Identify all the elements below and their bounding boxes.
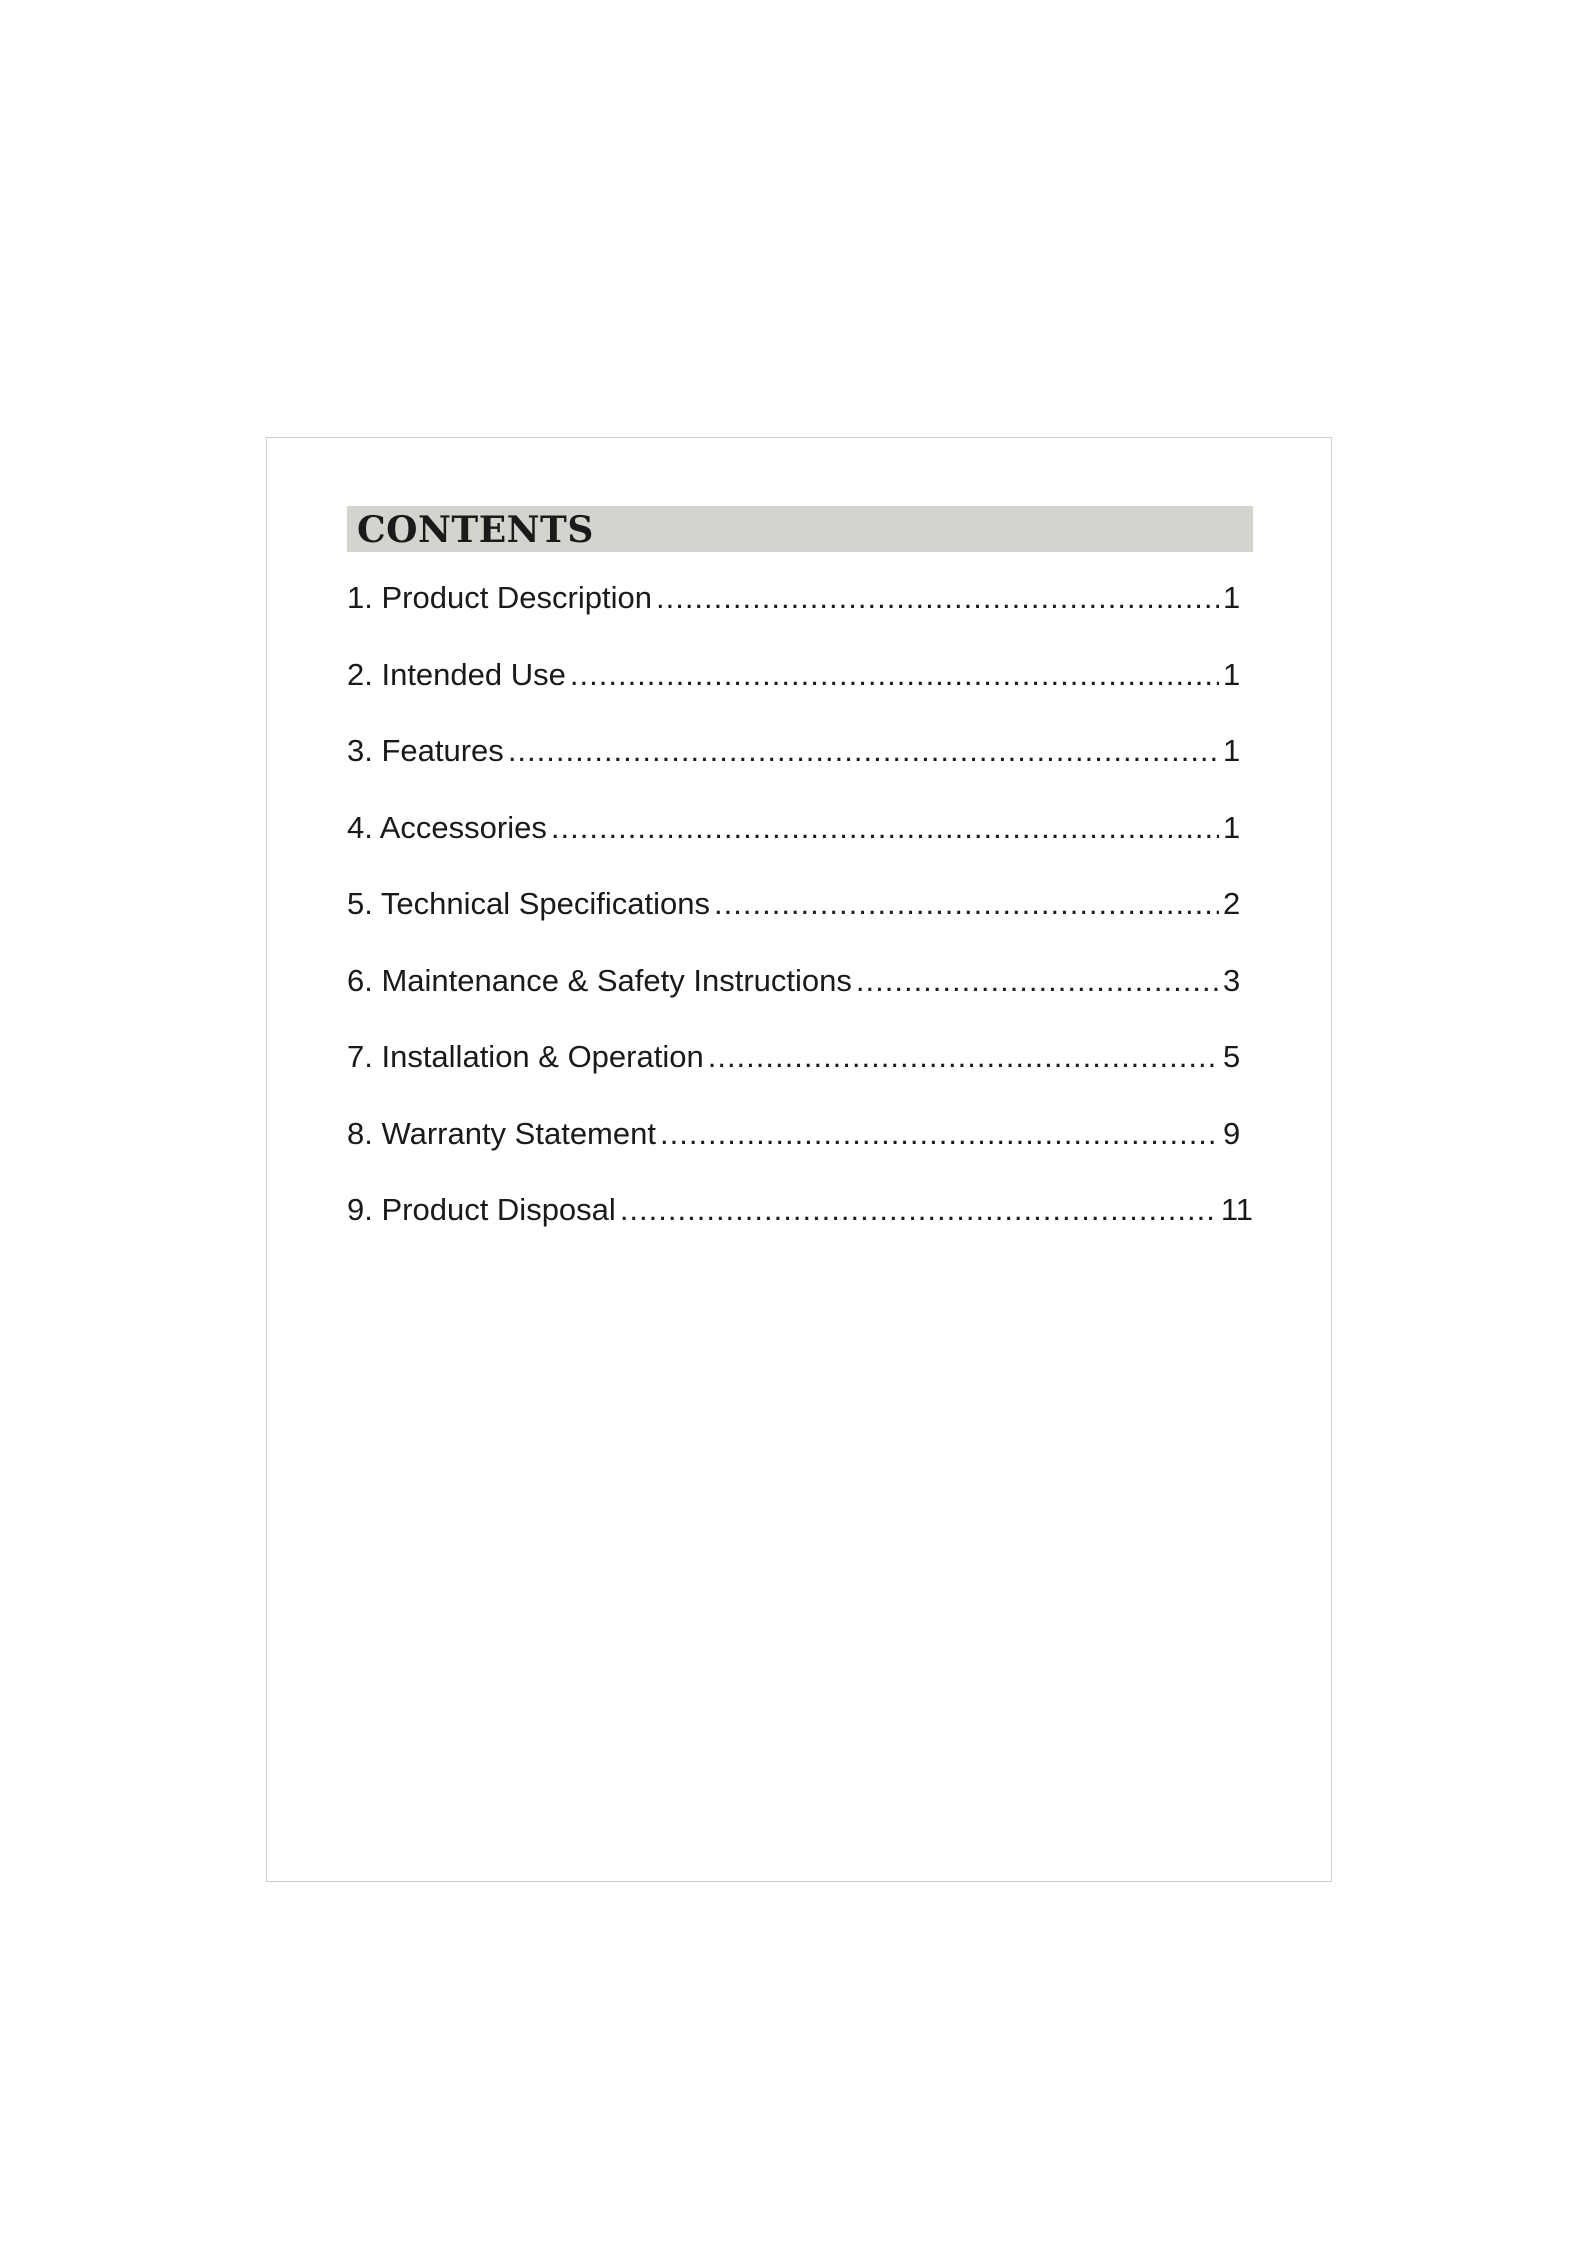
toc-entry-intended-use[interactable] (347, 657, 1253, 734)
toc-dot-leader (660, 1116, 1219, 1152)
toc-entry-label: 2. Intended Use (347, 656, 566, 692)
contents-title: CONTENTS (357, 509, 594, 551)
toc-page-number: 11 (1220, 1192, 1253, 1227)
toc-dot-leader (856, 963, 1219, 999)
document-page (266, 437, 1332, 1882)
table-of-contents (347, 580, 1253, 1269)
toc-page-number: 5 (1223, 1039, 1241, 1074)
toc-page-number: 3 (1223, 962, 1241, 998)
toc-dot-leader (620, 1192, 1217, 1228)
toc-entry-label: 1. Product Description (347, 580, 652, 615)
toc-entry-label: 6. Maintenance & Safety Instructions (347, 962, 852, 998)
toc-dot-leader (714, 886, 1219, 922)
toc-entry-label: 4. Accessories (347, 809, 547, 845)
toc-dot-leader (570, 657, 1219, 693)
toc-entry-installation-operation[interactable] (347, 1039, 1253, 1116)
toc-page-number: 1 (1223, 580, 1241, 615)
toc-entry-warranty-statement[interactable] (347, 1116, 1253, 1193)
toc-entry-accessories[interactable] (347, 810, 1253, 887)
toc-page-number: 1 (1223, 733, 1241, 768)
toc-entry-label: 7. Installation & Operation (347, 1039, 704, 1074)
toc-dot-leader (551, 810, 1219, 846)
toc-entry-label: 9. Product Disposal (347, 1192, 616, 1227)
toc-entry-features[interactable] (347, 733, 1253, 810)
toc-page-number: 1 (1223, 656, 1241, 692)
toc-entry-label: 8. Warranty Statement (347, 1115, 656, 1151)
toc-entry-product-disposal[interactable] (347, 1192, 1253, 1269)
contents-header-bar (347, 506, 1253, 552)
toc-entry-technical-specifications[interactable] (347, 886, 1253, 963)
toc-dot-leader (708, 1039, 1219, 1075)
toc-dot-leader (656, 580, 1219, 616)
toc-entry-label: 5. Technical Specifications (347, 886, 711, 921)
toc-entry-maintenance-safety[interactable] (347, 963, 1253, 1040)
toc-entry-label: 3. Features (347, 733, 504, 768)
toc-page-number: 2 (1223, 886, 1241, 921)
toc-page-number: 9 (1223, 1115, 1241, 1151)
toc-page-number: 1 (1223, 809, 1241, 845)
toc-dot-leader (508, 733, 1219, 769)
toc-entry-product-description[interactable] (347, 580, 1253, 657)
